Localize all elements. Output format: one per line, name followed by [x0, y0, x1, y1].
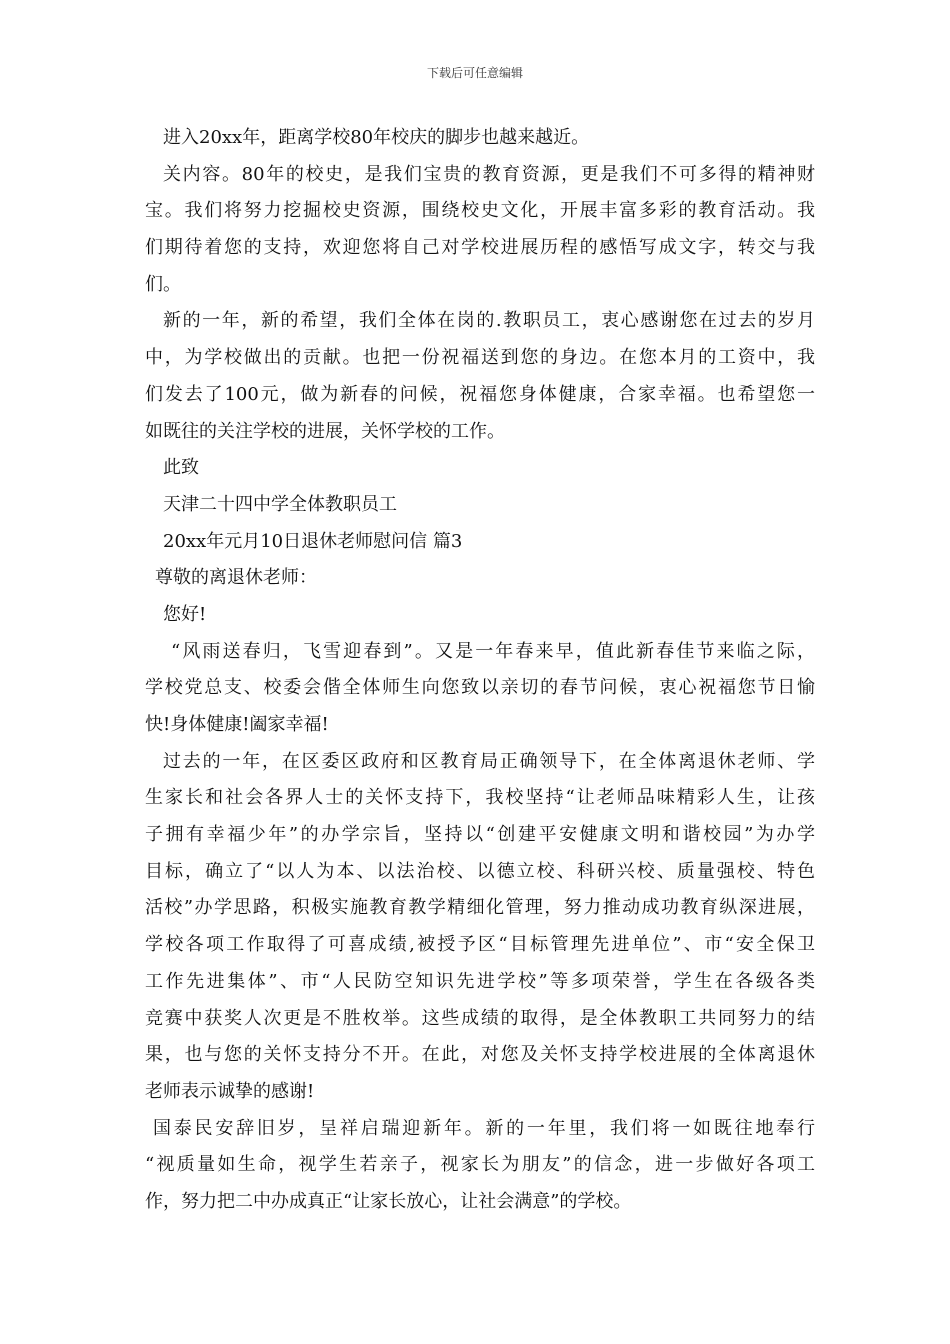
- paragraph-line: 们。: [145, 273, 181, 295]
- paragraph-line: 宝。我们将努力挖掘校史资源，围绕校史文化，开展丰富多彩的教育活动。我: [145, 200, 815, 222]
- paragraph-line: 老师表示诚挚的感谢!: [145, 1080, 315, 1102]
- greeting: 尊敬的离退休老师：: [155, 567, 317, 589]
- paragraph-line: 国泰民安辞旧岁，呈祥启瑞迎新年。新的一年里，我们将一如既往地奉行: [153, 1117, 815, 1139]
- header-note: 下载后可任意编辑: [426, 66, 523, 80]
- paragraph-line: 生家长和社会各界人士的关怀支持下，我校坚持“让老师品味精彩人生，让孩: [145, 787, 815, 809]
- paragraph-line: 进入20xx年，距离学校80年校庆的脚步也越来越近。: [163, 127, 590, 148]
- paragraph-line: 新的一年，新的希望，我们全体在岗的.教职员工，衷心感谢您在过去的岁月: [163, 310, 815, 332]
- paragraph-line: 工作先进集体”、市“人民防空知识先进学校”等多项荣誉，学生在各级各类: [145, 970, 815, 992]
- paragraph-line: “视质量如生命，视学生若亲子，视家长为朋友”的信念，进一步做好各项工: [145, 1154, 815, 1176]
- paragraph-line: 竞赛中获奖人次更是不胜枚举。这些成绩的取得，是全体教职工共同努力的结: [145, 1007, 815, 1029]
- paragraph-line: 们发去了100元，做为新春的问候，祝福您身体健康，合家幸福。也希望您一: [145, 383, 815, 405]
- closing-salutation: 此致: [163, 457, 199, 479]
- paragraph-line: 学校各项工作取得了可喜成绩,被授予区“目标管理先进单位”、市“安全保卫: [145, 934, 815, 956]
- paragraph-line: 目标，确立了“以人为本、以法治校、以德立校、科研兴校、质量强校、特色: [145, 860, 815, 882]
- document-body: [145, 120, 815, 1221]
- paragraph-line: 学校党总支、校委会偕全体师生向您致以亲切的春节问候，衷心祝福您节日愉: [145, 677, 815, 699]
- section-title: 20xx年元月10日退休老师慰问信 篇3: [163, 530, 463, 552]
- paragraph-line: 过去的一年，在区委区政府和区教育局正确领导下，在全体离退休老师、学: [163, 750, 815, 772]
- signature: 天津二十四中学全体教职员工: [163, 493, 397, 515]
- greeting-line: 您好!: [163, 603, 207, 625]
- paragraph-line: 作，努力把二中办成真正“让家长放心，让社会满意”的学校。: [145, 1190, 632, 1212]
- paragraph-line: 如既往的关注学校的进展，关怀学校的工作。: [145, 420, 505, 442]
- paragraph-line: 中，为学校做出的贡献。也把一份祝福送到您的身边。在您本月的工资中，我: [145, 347, 815, 369]
- paragraph-line: 活校”办学思路，积极实施教育教学精细化管理，努力推动成功教育纵深进展，: [145, 897, 815, 919]
- paragraph-line: “风雨送春归，飞雪迎春到”。又是一年春来早，值此新春佳节来临之际，: [171, 640, 815, 662]
- paragraph-line: 关内容。80年的校史，是我们宝贵的教育资源，更是我们不可多得的精神财: [163, 163, 815, 185]
- paragraph-line: 快!身体健康!阖家幸福!: [145, 714, 329, 735]
- paragraph-line: 果，也与您的关怀支持分不开。在此，对您及关怀支持学校进展的全体离退休: [145, 1044, 815, 1066]
- paragraph-line: 子拥有幸福少年”的办学宗旨，坚持以“创建平安健康文明和谐校园”为办学: [145, 824, 815, 846]
- paragraph-line: 们期待着您的支持，欢迎您将自己对学校进展历程的感悟写成文字，转交与我: [145, 237, 815, 259]
